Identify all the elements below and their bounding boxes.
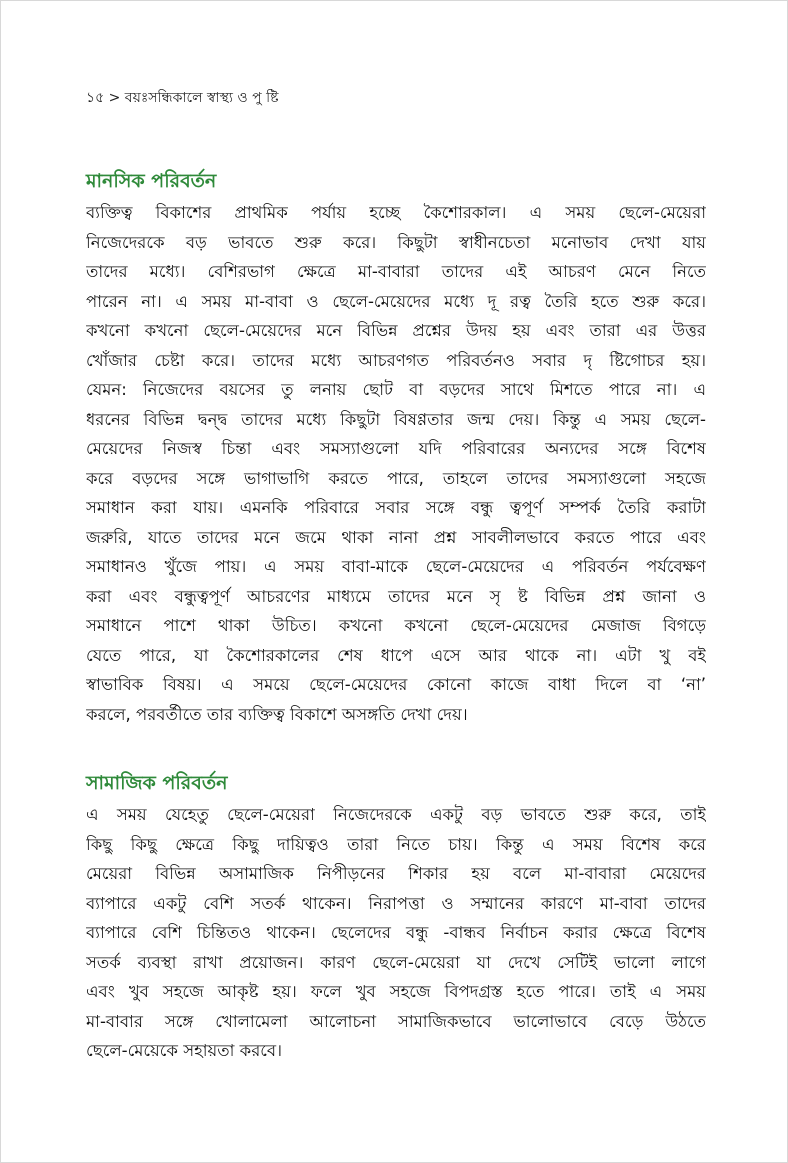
body-line: মেয়েরা বিভিন্ন অসামাজিক নিপীড়নের শিকার হয় বলে মা-বাবারা মেয়েদের xyxy=(86,864,706,883)
body-line: করা এবং বন্ধুত্বপূর্ণ আচরণের মাধ্যমে তাদের মনে সৃ ষ্ট বিভিন্ন প্রশ্ন জানা ও xyxy=(86,586,706,606)
body-line: সমাধানও খুঁজে পায়। এ সময় বাবা-মাকে ছেলে-মেয়েদের এ পরিবর্তন পর্যবেক্ষণ xyxy=(86,557,706,576)
body-line: সমাধান করা যায়। এমনকি পরিবারে সবার সঙ্গে বন্ধু ত্বপূর্ণ সম্পর্ক তৈরি করাটা xyxy=(86,498,706,517)
body-line: কখনো কখনো ছেলে-মেয়েদের মনে বিভিন্ন প্রশ্নের উদয় হয় এবং তারা এর উত্তর xyxy=(86,321,706,340)
body-line: সতর্ক ব্যবস্থা রাখা প্রয়োজন। কারণ ছেলে-মেয়েরা যা দেখে সেটিই ভালো লাগে xyxy=(86,952,706,972)
body-line: সমাধানে পাশে থাকা উচিত। কখনো কখনো ছেলে-মেয়েদের মেজাজ বিগড়ে xyxy=(86,616,706,635)
body-line: কিছু কিছু ক্ষেত্রে কিছু দায়িত্বও তারা নিতে চায়। কিন্তু এ সময় বিশেষ করে xyxy=(86,834,706,854)
body-line: মেয়েদের নিজস্ব চিন্তা এবং সমস্যাগুলো যদি পরিবারের অন্যদের সঙ্গে বিশেষ xyxy=(86,439,706,458)
running-header: ১৫ > বয়ঃসন্ধিকালে স্বাস্থ্য ও পু ষ্টি xyxy=(86,90,279,106)
body-line: নিজেদেরকে বড় ভাবতে শুরু করে। কিছুটা স্বাধীনচেতা মনোভাব দেখা যায় xyxy=(86,232,706,252)
body-line: যেতে পারে, যা কৈশোরকালের শেষ ধাপে এসে আর থাকে না। এটা খু বই xyxy=(86,645,706,665)
body-line: ধরনের বিভিন্ন দ্বন্দ্ব তাদের মধ্যে কিছুটা বিষণ্ণতার জন্ম দেয়। কিন্তু এ সময় ছেলে- xyxy=(86,409,706,429)
section-body xyxy=(86,800,706,1066)
body-line: ব্যক্তিত্ব বিকাশের প্রাথমিক পর্যায় হচ্ছে কৈশোরকাল। এ সময় ছেলে-মেয়েরা xyxy=(86,203,706,222)
section-heading: মানসিক পরিবর্তন xyxy=(86,170,217,192)
body-line: তাদের মধ্যে। বেশিরভাগ ক্ষেত্রে মা-বাবারা তাদের এই আচরণ মেনে নিতে xyxy=(86,262,706,281)
body-line: করে বড়দের সঙ্গে ভাগাভাগি করতে পারে, তাহলে তাদের সমস্যাগুলো সহজে xyxy=(86,468,706,488)
body-line: এ সময় যেহেতু ছেলে-মেয়েরা নিজেদেরকে একটু বড় ভাবতে শুরু করে, তাই xyxy=(86,805,706,824)
body-line: স্বাভাবিক বিষয়। এ সময়ে ছেলে-মেয়েদের কোনো কাজে বাধা দিলে বা ‘না’ xyxy=(86,675,706,694)
body-line: ব্যাপারে বেশি চিন্তিতও থাকেন। ছেলেদের বন্ধু -বান্ধব নির্বাচন করার ক্ষেত্রে বিশেষ xyxy=(86,923,706,942)
body-line: এবং খুব সহজে আকৃষ্ট হয়। ফলে খুব সহজে বিপদগ্রস্ত হতে পারে। তাই এ সময় xyxy=(86,982,706,1001)
section-social-change xyxy=(86,770,706,1066)
body-line: ব্যাপারে একটু বেশি সতর্ক থাকেন। নিরাপত্তা ও সম্মানের কারণে মা-বাবা তাদের xyxy=(86,893,706,913)
body-line: যেমন: নিজেদের বয়সের তু লনায় ছোট বা বড়দের সাথে মিশতে পারে না। এ xyxy=(86,380,706,399)
body-line: জরুরি, যাতে তাদের মনে জমে থাকা নানা প্রশ্ন সাবলীলভাবে করতে পারে এবং xyxy=(86,527,706,547)
body-line: মা-বাবার সঙ্গে খোলামেলা আলোচনা সামাজিকভাবে ভালোভাবে বেড়ে উঠতে xyxy=(86,1011,706,1031)
body-line: করলে, পরবর্তীতে তার ব্যক্তিত্ব বিকাশে অসঙ্গতি দেখা দেয়। xyxy=(86,704,468,724)
section-body xyxy=(86,198,706,729)
body-line: খোঁজার চেষ্টা করে। তাদের মধ্যে আচরণগত পরিবর্তনও সবার দৃ ষ্টিগোচর হয়। xyxy=(86,350,706,370)
body-line: ছেলে-মেয়েকে সহায়তা করবে। xyxy=(86,1041,283,1060)
body-line: পারেন না। এ সময় মা-বাবা ও ছেলে-মেয়েদের মধ্যে দূ রত্ব তৈরি হতে শুরু করে। xyxy=(86,291,706,311)
section-heading: সামাজিক পরিবর্তন xyxy=(86,772,228,794)
section-mental-change xyxy=(86,168,706,729)
